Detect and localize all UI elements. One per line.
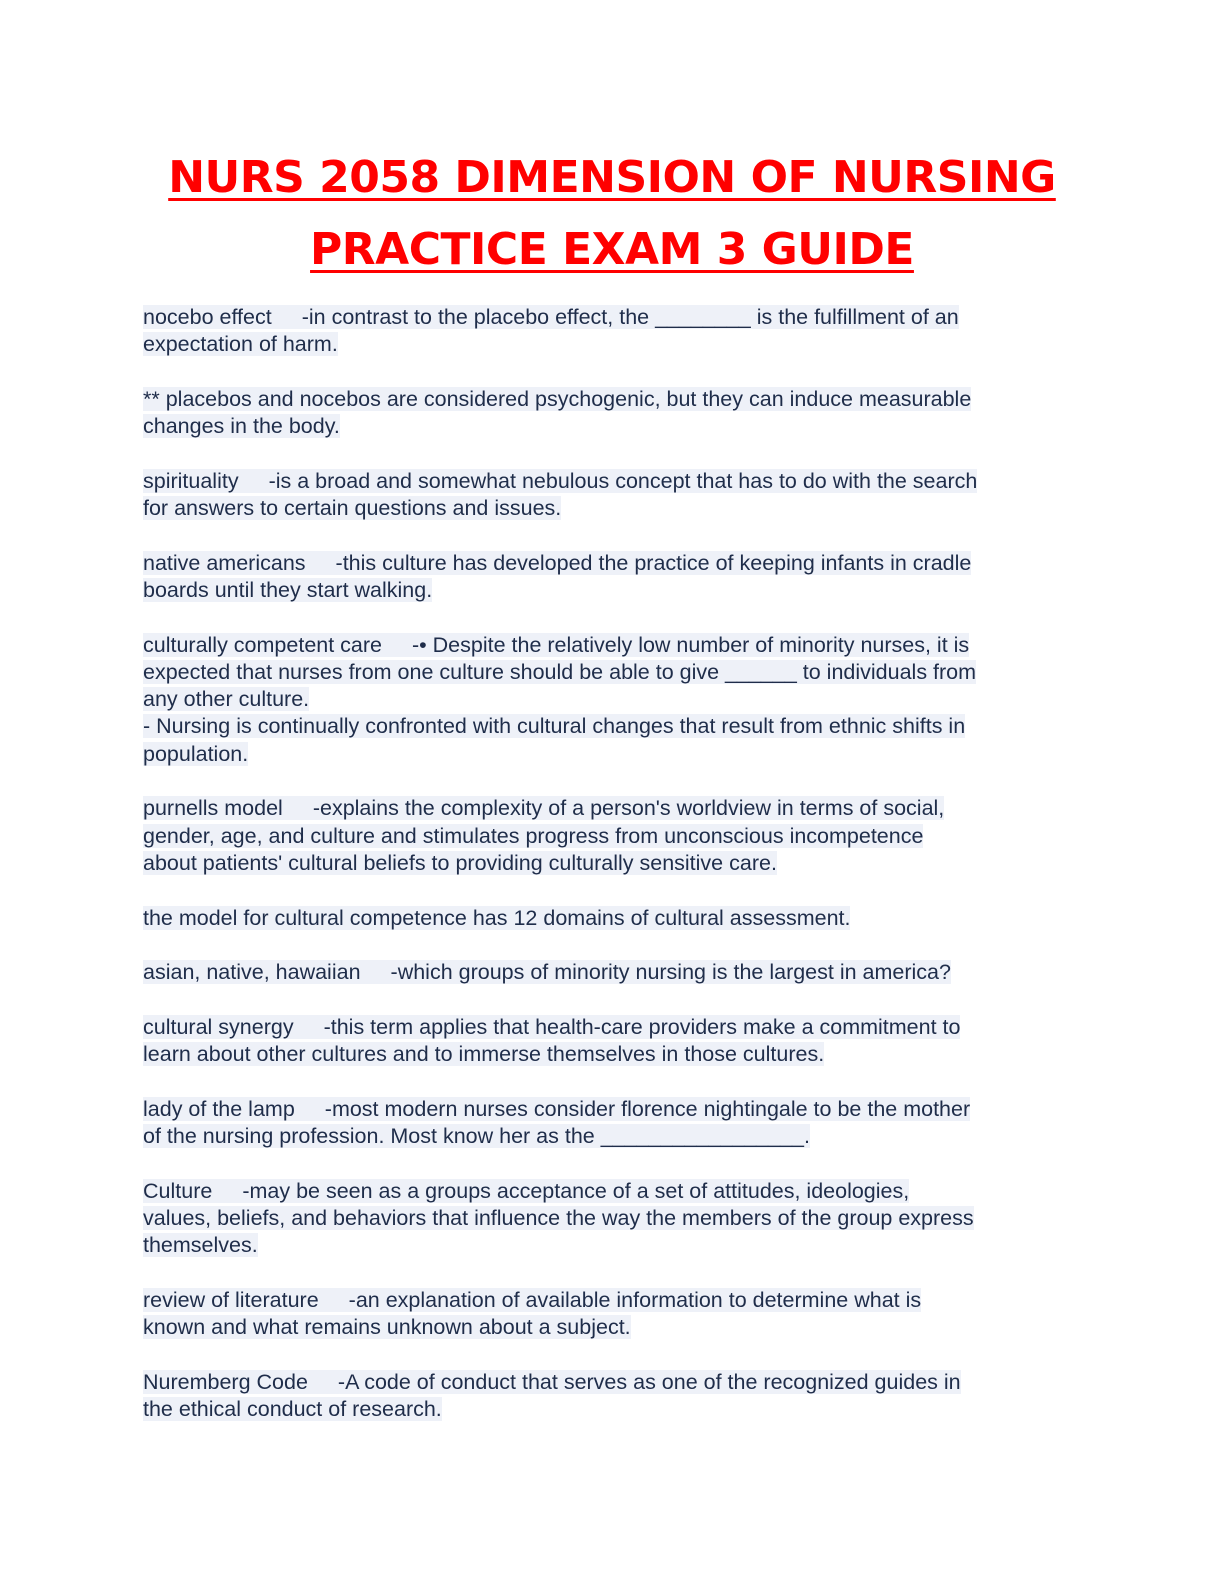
guide-entry-review-of-literature bbox=[143, 1287, 1073, 1342]
entry-definition-continued: expected that nurses from one culture should be able to give ______ to individuals from bbox=[143, 659, 977, 684]
entry-definition-continued: of the nursing profession. Most know her as the _________________. bbox=[143, 1123, 810, 1148]
entry-definition-continued: about patients' cultural beliefs to providing culturally sensitive care. bbox=[143, 850, 777, 875]
study-guide-content bbox=[143, 304, 1073, 1450]
entry-definition: -A code of conduct that serves as one of the recognized guides in bbox=[337, 1369, 961, 1394]
entry-term: Culture bbox=[143, 1178, 213, 1203]
entry-definition-continued: known and what remains unknown about a subject. bbox=[143, 1314, 631, 1339]
entry-definition: -which groups of minority nursing is the largest in america? bbox=[390, 960, 951, 985]
entry-definition-continued: the ethical conduct of research. bbox=[143, 1396, 442, 1421]
entry-definition-continued: - Nursing is continually confronted with cultural changes that result from ethnic shifts in bbox=[143, 714, 966, 739]
entry-definition: -this culture has developed the practice of keeping infants in cradle bbox=[335, 550, 972, 575]
entry-term: asian, native, hawaiian bbox=[143, 960, 361, 985]
guide-note-cultural-competence-domains bbox=[143, 905, 1073, 932]
guide-entry-lady-of-the-lamp bbox=[143, 1096, 1073, 1151]
guide-entry-spirituality bbox=[143, 468, 1073, 523]
entry-definition: -an explanation of available information to determine what is bbox=[348, 1287, 922, 1312]
guide-entry-culture bbox=[143, 1178, 1073, 1260]
entry-definition-continued: values, beliefs, and behaviors that influence the way the members of the group express bbox=[143, 1205, 974, 1230]
entry-term: native americans bbox=[143, 550, 306, 575]
entry-definition: -is a broad and somewhat nebulous concept that has to do with the search bbox=[268, 468, 978, 493]
page-title bbox=[0, 142, 1224, 286]
note-text: ** placebos and nocebos are considered psychogenic, but they can induce measurable bbox=[143, 386, 972, 411]
entry-definition: -most modern nurses consider florence nightingale to be the mother bbox=[324, 1096, 971, 1121]
guide-entry-asian-native-hawaiian bbox=[143, 959, 1073, 986]
guide-note-placebos bbox=[143, 386, 1073, 441]
entry-term: nocebo effect bbox=[143, 305, 272, 329]
guide-entry-purnells-model bbox=[143, 795, 1073, 877]
entry-definition: -may be seen as a groups acceptance of a set of attitudes, ideologies, bbox=[242, 1178, 910, 1203]
note-text: the model for cultural competence has 12 domains of cultural assessment. bbox=[143, 905, 851, 930]
entry-definition-continued: any other culture. bbox=[143, 687, 310, 712]
entry-definition: -• Despite the relatively low number of minority nurses, it is bbox=[412, 632, 970, 657]
entry-term: lady of the lamp bbox=[143, 1096, 295, 1121]
entry-term: Nuremberg Code bbox=[143, 1369, 308, 1394]
entry-term: purnells model bbox=[143, 796, 283, 821]
guide-entry-nuremberg-code bbox=[143, 1369, 1073, 1424]
entry-definition: -explains the complexity of a person's worldview in terms of social, bbox=[312, 796, 945, 821]
guide-entry-native-americans bbox=[143, 550, 1073, 605]
entry-definition-continued: learn about other cultures and to immerse themselves in those cultures. bbox=[143, 1042, 825, 1067]
entry-definition: -this term applies that health-care providers make a commitment to bbox=[323, 1014, 961, 1039]
guide-entry-nocebo-effect bbox=[143, 304, 1073, 359]
entry-definition-continued: boards until they start walking. bbox=[143, 577, 433, 602]
title-line-2: PRACTICE EXAM 3 GUIDE bbox=[310, 224, 914, 275]
entry-term: culturally competent care bbox=[143, 632, 382, 657]
entry-term: spirituality bbox=[143, 468, 239, 493]
entry-term: review of literature bbox=[143, 1287, 319, 1312]
note-text-continued: changes in the body. bbox=[143, 414, 340, 439]
entry-definition-continued: population. bbox=[143, 741, 249, 766]
entry-definition-continued: gender, age, and culture and stimulates progress from unconscious incompetence bbox=[143, 823, 924, 848]
entry-term: cultural synergy bbox=[143, 1014, 294, 1039]
entry-definition-continued: for answers to certain questions and issues. bbox=[143, 496, 562, 521]
entry-definition-continued: themselves. bbox=[143, 1233, 258, 1258]
entry-definition: -in contrast to the placebo effect, the ________ is the fulfillment of an bbox=[301, 305, 959, 329]
guide-entry-culturally-competent-care bbox=[143, 632, 1073, 768]
entry-definition-continued: expectation of harm. bbox=[143, 332, 338, 357]
title-line-1: NURS 2058 DIMENSION OF NURSING bbox=[168, 152, 1056, 203]
guide-entry-cultural-synergy bbox=[143, 1014, 1073, 1069]
